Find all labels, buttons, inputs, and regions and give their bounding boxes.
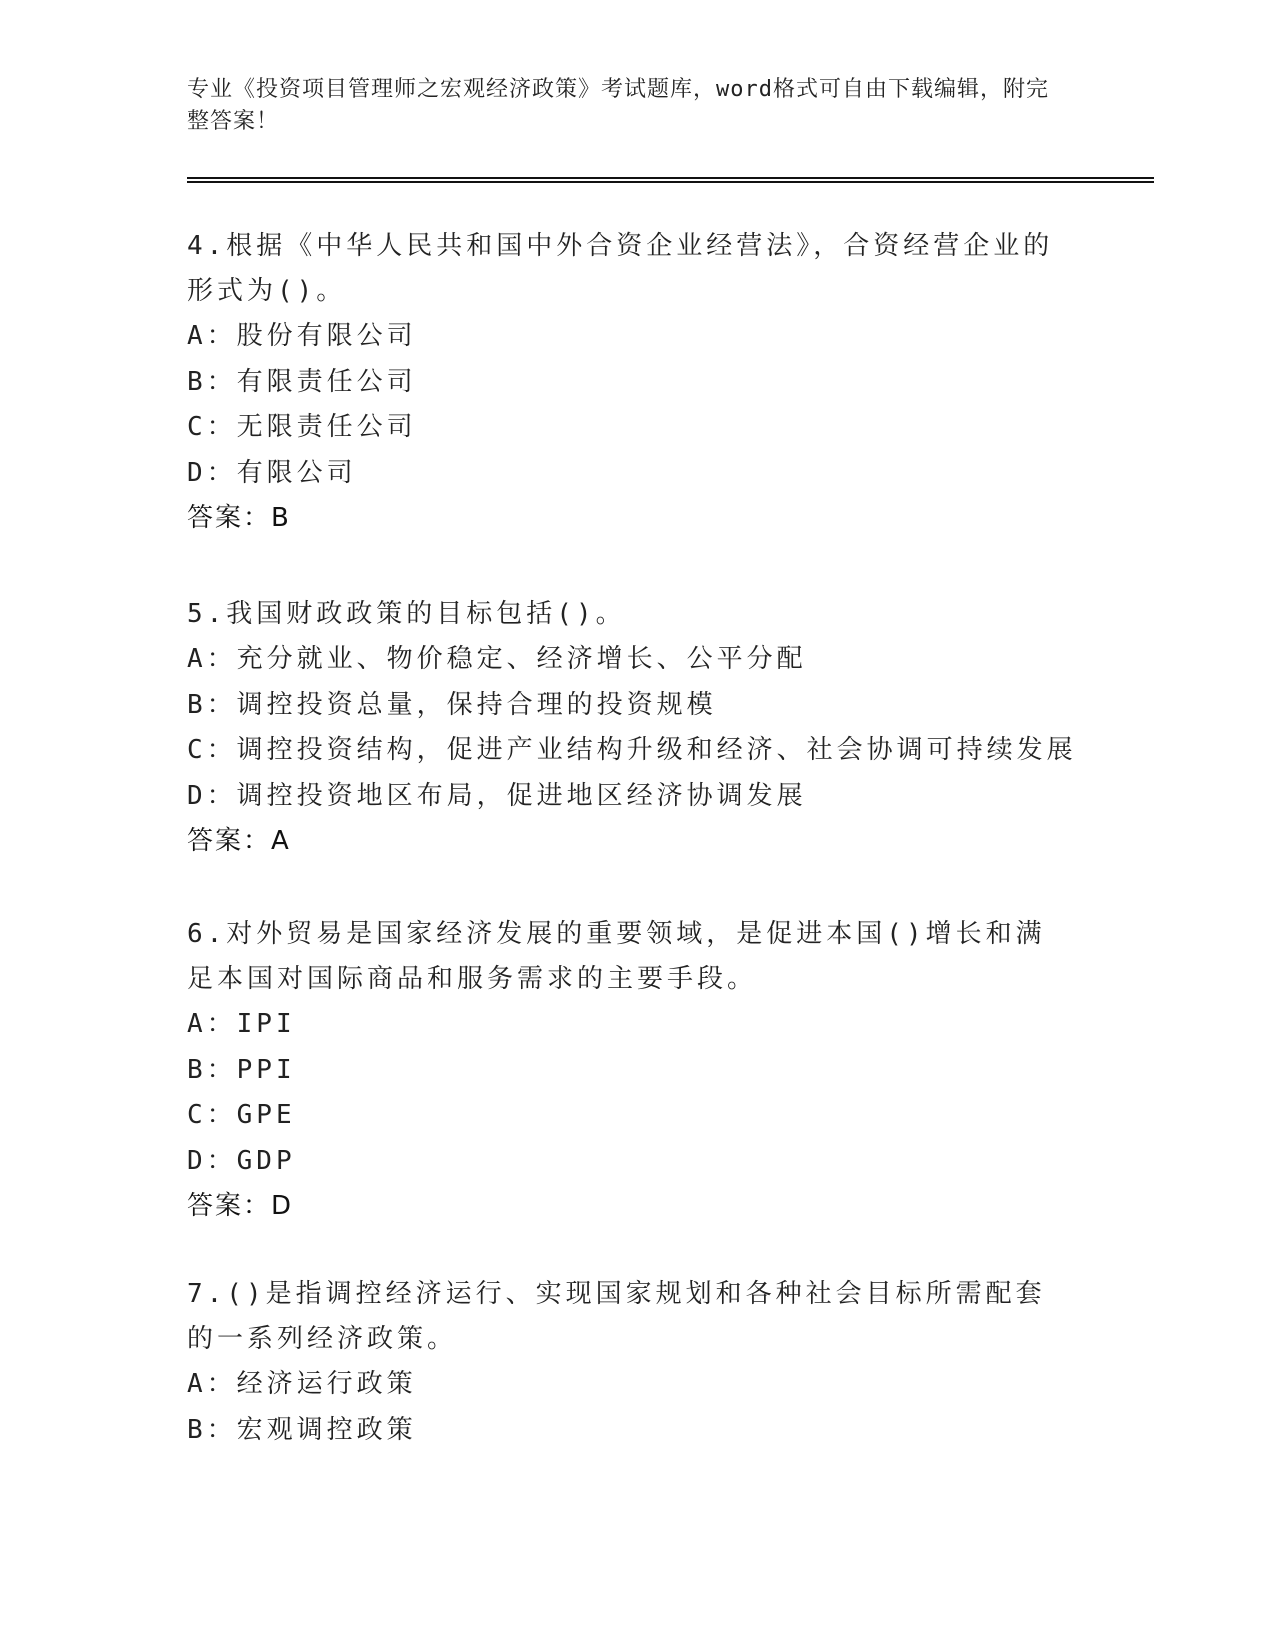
question-7 xyxy=(187,1272,1067,1453)
option-text: 有限责任公司 xyxy=(236,366,417,397)
option-text: 调控投资地区布局，促进地区经济协调发展 xyxy=(236,780,807,811)
option-text: IPI xyxy=(236,1009,296,1039)
option-text: 股份有限公司 xyxy=(236,321,417,351)
option-a xyxy=(187,314,1067,360)
option-d xyxy=(187,1139,1067,1185)
option-key: A： xyxy=(187,644,237,674)
option-d xyxy=(187,774,1067,820)
question-stem: 6.对外贸易是国家经济发展的重要领域，是促进本国()增长和满足本国对国际商品和服务需求的主要手段。 xyxy=(187,919,1046,994)
option-b xyxy=(187,360,1067,406)
option-key: A： xyxy=(187,1369,237,1399)
option-key: B： xyxy=(187,1414,237,1445)
question-4 xyxy=(187,224,1067,541)
option-c xyxy=(187,728,1077,774)
question-stem: 4.根据《中华人民共和国中外合资企业经营法》，合资经营企业的形式为()。 xyxy=(187,231,1054,306)
document-header-text: 专业《投资项目管理师之宏观经济政策》考试题库，word格式可自由下载编辑，附完整答案！ xyxy=(187,77,1049,134)
option-key: D： xyxy=(187,780,237,811)
option-b xyxy=(187,1048,1067,1094)
option-key: A： xyxy=(187,1009,237,1039)
option-key: D： xyxy=(187,1145,237,1176)
option-text: 经济运行政策 xyxy=(236,1369,417,1399)
option-text: 无限责任公司 xyxy=(236,412,417,442)
option-text: GDP xyxy=(236,1145,296,1176)
option-key: A： xyxy=(187,321,237,351)
option-a xyxy=(187,1362,1067,1408)
option-text: 宏观调控政策 xyxy=(236,1414,417,1445)
option-key: B： xyxy=(187,366,237,397)
answer-line: 答案：D xyxy=(187,1191,294,1221)
option-b xyxy=(187,1408,1067,1454)
question-6 xyxy=(187,912,1067,1229)
option-c xyxy=(187,1093,1067,1139)
option-text: 有限公司 xyxy=(236,457,357,488)
answer-line: 答案：A xyxy=(187,826,291,856)
option-b xyxy=(187,683,1067,729)
question-5 xyxy=(187,592,1077,864)
option-key: C： xyxy=(187,735,237,765)
header-divider-line-second xyxy=(187,181,1154,183)
option-text: 充分就业、物价稳定、经济增长、公平分配 xyxy=(236,644,807,674)
option-key: B： xyxy=(187,1054,237,1085)
option-text: 调控投资总量，保持合理的投资规模 xyxy=(236,689,717,720)
option-key: B： xyxy=(187,689,237,720)
option-text: 调控投资结构，促进产业结构升级和经济、社会协调可持续发展 xyxy=(236,735,1077,765)
option-a xyxy=(187,1002,1067,1048)
option-text: PPI xyxy=(236,1054,296,1085)
option-key: D： xyxy=(187,457,237,488)
option-text: GPE xyxy=(236,1100,296,1130)
option-key: C： xyxy=(187,1100,237,1130)
option-c xyxy=(187,405,1067,451)
answer-line: 答案：B xyxy=(187,503,291,533)
option-d xyxy=(187,451,1067,497)
header-divider-line xyxy=(187,177,1154,179)
option-key: C： xyxy=(187,412,237,442)
question-stem: 7.()是指调控经济运行、实现国家规划和各种社会目标所需配套的一系列经济政策。 xyxy=(187,1279,1046,1354)
option-a xyxy=(187,637,1067,683)
question-stem: 5.我国财政政策的目标包括()。 xyxy=(187,599,626,629)
